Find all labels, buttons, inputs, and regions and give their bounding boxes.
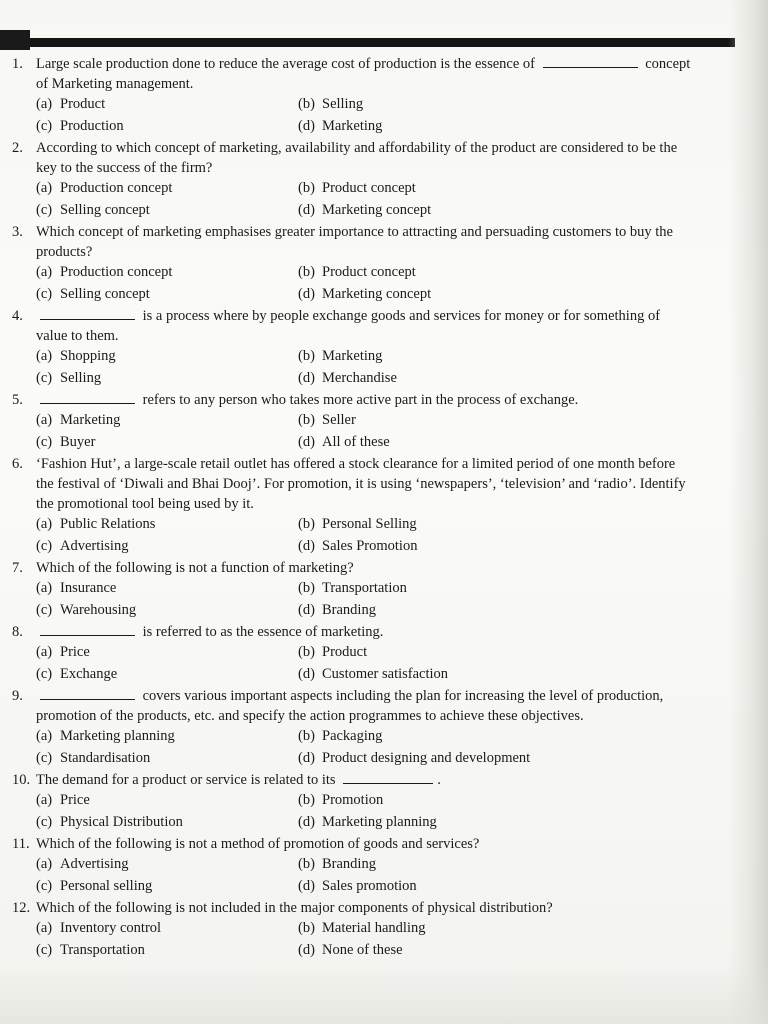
option-a: (a) Insurance bbox=[36, 580, 117, 596]
option-c: (c) Selling concept bbox=[36, 286, 150, 302]
option-d: (d) Product designing and development bbox=[298, 750, 531, 766]
option-b: (b) Product bbox=[298, 644, 368, 660]
question-6 bbox=[12, 454, 692, 556]
question-text: Which concept of marketing emphasises greater importance to attracting and persuading customers to buy the products? bbox=[36, 224, 673, 260]
question-text-continued: . bbox=[437, 772, 441, 788]
option-c: (c) Warehousing bbox=[36, 602, 137, 618]
options-grid bbox=[12, 726, 692, 768]
option-a: (a) Shopping bbox=[36, 348, 116, 364]
option-b: (b) Promotion bbox=[298, 792, 384, 808]
question-text: refers to any person who takes more active part in the process of exchange. bbox=[142, 392, 579, 408]
question-text: covers various important aspects including the plan for increasing the level of production, promotion of the products, etc. and specify the action programmes to achieve these objectives. bbox=[36, 688, 664, 724]
option-d: (d) Marketing concept bbox=[298, 286, 432, 302]
option-c: (c) Advertising bbox=[36, 538, 129, 554]
option-c: (c) Selling concept bbox=[36, 202, 150, 218]
option-c: (c) Physical Distribution bbox=[36, 814, 183, 830]
question-number: 11. bbox=[12, 836, 30, 852]
option-b: (b) Product concept bbox=[298, 180, 416, 196]
question-list bbox=[12, 54, 692, 962]
answer-blank bbox=[40, 307, 135, 320]
header-band bbox=[0, 38, 735, 47]
question-number: 7. bbox=[12, 560, 23, 576]
option-c: (c) Selling bbox=[36, 370, 102, 386]
question-text-continued: concept of Marketing management. bbox=[36, 56, 691, 92]
question-text: The demand for a product or service is related to its bbox=[36, 772, 336, 788]
option-d: (d) Sales Promotion bbox=[298, 538, 418, 554]
answer-blank bbox=[40, 687, 135, 700]
question-9 bbox=[12, 686, 692, 768]
option-d: (d) Marketing concept bbox=[298, 202, 432, 218]
question-number: 8. bbox=[12, 624, 23, 640]
option-b: (b) Packaging bbox=[298, 728, 383, 744]
option-c: (c) Production bbox=[36, 118, 124, 134]
option-b: (b) Material handling bbox=[298, 920, 426, 936]
question-text: According to which concept of marketing, availability and affordability of the product are considered to be the key to the success of the firm? bbox=[36, 140, 678, 176]
options-grid bbox=[12, 94, 692, 136]
page-bottom-shadow bbox=[0, 964, 768, 1024]
page-edge-shadow bbox=[728, 0, 768, 1024]
options-grid bbox=[12, 578, 692, 620]
answer-blank bbox=[543, 55, 638, 68]
options-grid bbox=[12, 854, 692, 896]
question-11 bbox=[12, 834, 692, 896]
option-d: (d) Sales promotion bbox=[298, 878, 417, 894]
question-8 bbox=[12, 622, 692, 684]
options-grid bbox=[12, 790, 692, 832]
option-a: (a) Inventory control bbox=[36, 920, 162, 936]
options-grid bbox=[12, 642, 692, 684]
question-number: 3. bbox=[12, 224, 23, 240]
option-d: (d) Branding bbox=[298, 602, 376, 618]
option-b: (b) Seller bbox=[298, 412, 356, 428]
option-a: (a) Marketing planning bbox=[36, 728, 175, 744]
option-c: (c) Standardisation bbox=[36, 750, 151, 766]
answer-blank bbox=[40, 391, 135, 404]
question-text: Which of the following is not included in the major components of physical distribution? bbox=[36, 900, 553, 916]
option-c: (c) Buyer bbox=[36, 434, 96, 450]
option-c: (c) Transportation bbox=[36, 942, 145, 958]
option-d: (d) Marketing bbox=[298, 118, 383, 134]
option-a: (a) Production concept bbox=[36, 264, 173, 280]
option-c: (c) Personal selling bbox=[36, 878, 153, 894]
question-text: Large scale production done to reduce the average cost of production is the essence of bbox=[36, 56, 535, 72]
option-b: (b) Branding bbox=[298, 856, 376, 872]
option-a: (a) Public Relations bbox=[36, 516, 156, 532]
option-d: (d) None of these bbox=[298, 942, 403, 958]
option-b: (b) Selling bbox=[298, 96, 364, 112]
question-number: 10. bbox=[12, 772, 31, 788]
option-b: (b) Marketing bbox=[298, 348, 383, 364]
answer-blank bbox=[343, 771, 433, 784]
option-a: (a) Production concept bbox=[36, 180, 173, 196]
option-a: (a) Price bbox=[36, 644, 90, 660]
options-grid bbox=[12, 262, 692, 304]
question-5 bbox=[12, 390, 692, 452]
question-text: is a process where by people exchange goods and services for money or for something of value to them. bbox=[36, 308, 661, 344]
option-d: (d) Customer satisfaction bbox=[298, 666, 449, 682]
question-3 bbox=[12, 222, 692, 304]
option-d: (d) Marketing planning bbox=[298, 814, 437, 830]
question-number: 2. bbox=[12, 140, 23, 156]
question-7 bbox=[12, 558, 692, 620]
question-text: is referred to as the essence of marketing. bbox=[142, 624, 384, 640]
option-b: (b) Personal Selling bbox=[298, 516, 417, 532]
header-corner-mark bbox=[0, 30, 30, 50]
question-number: 9. bbox=[12, 688, 23, 704]
options-grid bbox=[12, 918, 692, 960]
options-grid bbox=[12, 346, 692, 388]
option-a: (a) Advertising bbox=[36, 856, 129, 872]
option-d: (d) Merchandise bbox=[298, 370, 397, 386]
question-text: Which of the following is not a method of promotion of goods and services? bbox=[36, 836, 480, 852]
option-d: (d) All of these bbox=[298, 434, 390, 450]
question-text: ‘Fashion Hut’, a large-scale retail outlet has offered a stock clearance for a limited period of one month before the festival of ‘Diwali and Bhai Dooj’. For promotion, it is using ‘newspapers’, ‘television’ and ‘radio’. Identify the promotional tool being used by it. bbox=[36, 456, 686, 512]
question-12 bbox=[12, 898, 692, 960]
question-text: Which of the following is not a function of marketing? bbox=[36, 560, 354, 576]
options-grid bbox=[12, 514, 692, 556]
question-number: 6. bbox=[12, 456, 23, 472]
question-1 bbox=[12, 54, 692, 136]
option-c: (c) Exchange bbox=[36, 666, 118, 682]
question-number: 12. bbox=[12, 900, 31, 916]
options-grid bbox=[12, 178, 692, 220]
answer-blank bbox=[40, 623, 135, 636]
question-number: 4. bbox=[12, 308, 23, 324]
options-grid bbox=[12, 410, 692, 452]
question-4 bbox=[12, 306, 692, 388]
question-10 bbox=[12, 770, 692, 832]
option-a: (a) Price bbox=[36, 792, 90, 808]
question-number: 5. bbox=[12, 392, 23, 408]
option-a: (a) Product bbox=[36, 96, 106, 112]
question-2 bbox=[12, 138, 692, 220]
option-b: (b) Transportation bbox=[298, 580, 407, 596]
option-b: (b) Product concept bbox=[298, 264, 416, 280]
option-a: (a) Marketing bbox=[36, 412, 121, 428]
question-number: 1. bbox=[12, 56, 23, 72]
